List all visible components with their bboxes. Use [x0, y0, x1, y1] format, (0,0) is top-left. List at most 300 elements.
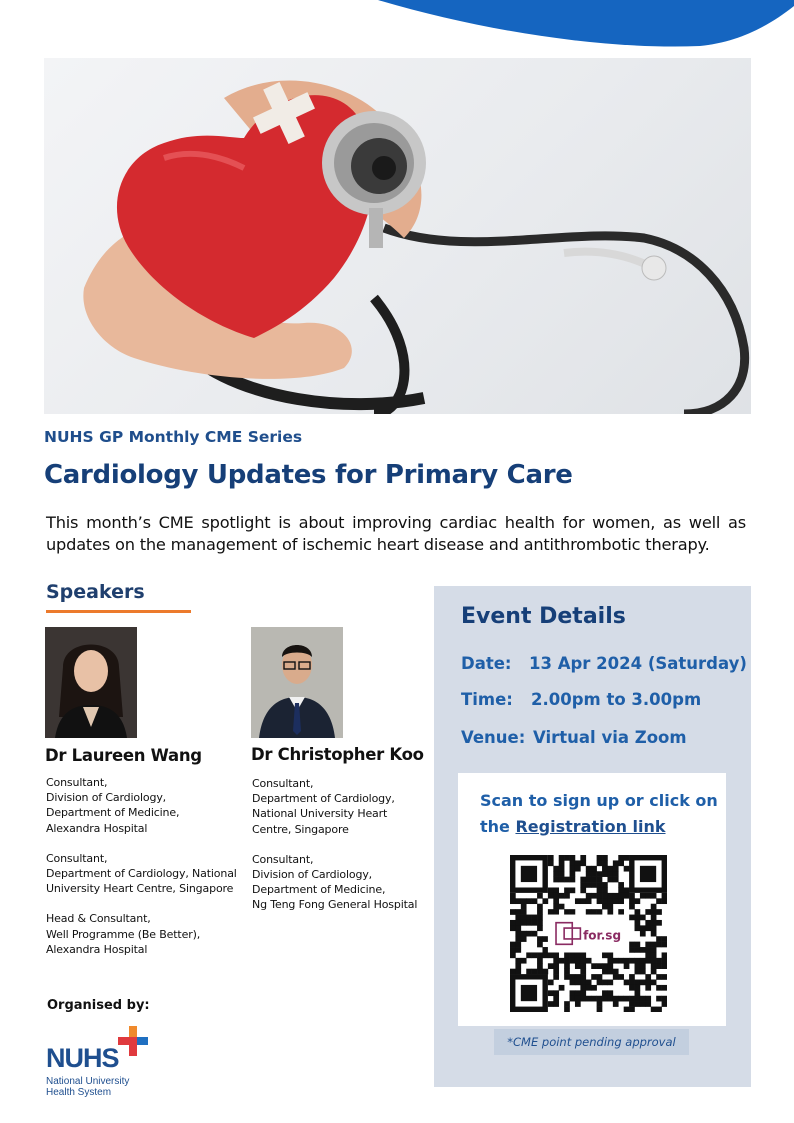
- qr-module: [651, 952, 657, 958]
- qr-module: [656, 920, 662, 926]
- qr-module: [526, 952, 532, 958]
- qr-module: [629, 958, 635, 964]
- qr-module: [607, 958, 613, 964]
- qr-module: [645, 985, 651, 991]
- qr-module: [602, 860, 608, 866]
- qr-module: [580, 898, 586, 904]
- qr-module: [607, 996, 613, 1002]
- qr-module: [635, 925, 641, 931]
- qr-module: [645, 920, 651, 926]
- speaker-name: Dr Christopher Koo: [251, 745, 424, 764]
- qr-module: [553, 969, 559, 975]
- qr-module: [580, 877, 586, 883]
- qr-module: [510, 952, 516, 958]
- qr-module: [564, 893, 570, 899]
- qr-module: [618, 996, 624, 1002]
- qr-finder: [640, 866, 656, 882]
- qr-module: [645, 980, 651, 986]
- qr-module: [553, 904, 559, 910]
- qr-module: [548, 990, 554, 996]
- qr-module: [656, 936, 662, 942]
- qr-module: [645, 996, 651, 1002]
- role-line: National University Heart: [252, 807, 388, 821]
- qr-module: [613, 996, 619, 1002]
- venue-value: Virtual via Zoom: [533, 728, 687, 747]
- qr-module: [629, 898, 635, 904]
- speaker-roles-laureen-wang: [46, 775, 246, 972]
- qr-module: [656, 909, 662, 915]
- qr-module: [635, 947, 641, 953]
- qr-module: [515, 925, 521, 931]
- qr-module: [526, 969, 532, 975]
- qr-module: [575, 980, 581, 986]
- qr-module: [564, 974, 570, 980]
- qr-module: [607, 909, 613, 915]
- qr-module: [640, 925, 646, 931]
- qr-module: [591, 882, 597, 888]
- qr-module: [559, 958, 565, 964]
- qr-module: [532, 920, 538, 926]
- qr-module: [570, 866, 576, 872]
- qr-module: [602, 990, 608, 996]
- qr-module: [602, 882, 608, 888]
- qr-module: [656, 1007, 662, 1012]
- event-title: Cardiology Updates for Primary Care: [44, 460, 573, 490]
- qr-module: [515, 915, 521, 921]
- qr-module: [651, 942, 657, 948]
- qr-module: [537, 925, 543, 931]
- role-block: [46, 911, 246, 957]
- qr-module: [613, 860, 619, 866]
- qr-module: [553, 909, 559, 915]
- qr-module: [597, 974, 603, 980]
- role-block: [252, 852, 432, 913]
- role-line: University Heart Centre, Singapore: [46, 882, 234, 896]
- qr-module: [640, 996, 646, 1002]
- qr-module: [586, 909, 592, 915]
- qr-module: [537, 969, 543, 975]
- qr-module: [580, 963, 586, 969]
- registration-instruction: [480, 788, 720, 840]
- qr-module: [580, 990, 586, 996]
- qr-module: [597, 996, 603, 1002]
- qr-module: [602, 996, 608, 1002]
- role-line: Well Programme (Be Better),: [46, 927, 201, 941]
- qr-module: [553, 893, 559, 899]
- registration-link[interactable]: Registration link: [515, 817, 666, 836]
- qr-module: [570, 996, 576, 1002]
- qr-module: [640, 1001, 646, 1007]
- qr-module: [580, 958, 586, 964]
- hero-image-heart-stethoscope: [44, 58, 751, 414]
- qr-module: [586, 980, 592, 986]
- qr-module: [580, 882, 586, 888]
- event-date: [461, 654, 747, 673]
- qr-module: [521, 958, 527, 964]
- qr-module: [618, 974, 624, 980]
- qr-module: [521, 909, 527, 915]
- qr-module: [635, 985, 641, 991]
- nuhs-logo: [46, 1026, 156, 1102]
- qr-module: [564, 877, 570, 883]
- role-line: Department of Cardiology, National: [46, 867, 237, 881]
- qr-module: [662, 942, 667, 948]
- qr-module: [607, 871, 613, 877]
- qr-module: [635, 963, 641, 969]
- qr-module: [656, 942, 662, 948]
- time-value: 2.00pm to 3.00pm: [531, 690, 702, 709]
- qr-module: [635, 980, 641, 986]
- qr-module: [597, 909, 603, 915]
- qr-module: [553, 871, 559, 877]
- qr-module: [640, 963, 646, 969]
- qr-module: [662, 974, 667, 980]
- qr-module: [635, 996, 641, 1002]
- qr-module: [613, 958, 619, 964]
- registration-qr-code[interactable]: [510, 855, 667, 1012]
- qr-module: [515, 942, 521, 948]
- qr-module: [629, 893, 635, 899]
- qr-module: [521, 936, 527, 942]
- qr-module: [656, 996, 662, 1002]
- qr-module: [580, 980, 586, 986]
- qr-module: [548, 887, 554, 893]
- role-line: Department of Medicine,: [252, 883, 386, 897]
- qr-module: [635, 969, 641, 975]
- qr-module: [645, 893, 651, 899]
- qr-module: [515, 969, 521, 975]
- qr-module: [656, 958, 662, 964]
- role-line: Ng Teng Fong General Hospital: [252, 898, 418, 912]
- qr-module: [597, 1007, 603, 1012]
- qr-module: [542, 947, 548, 953]
- qr-module: [515, 947, 521, 953]
- qr-module: [651, 909, 657, 915]
- qr-module: [559, 860, 565, 866]
- qr-module: [548, 860, 554, 866]
- qr-module: [570, 855, 576, 861]
- qr-module: [526, 920, 532, 926]
- qr-module: [564, 969, 570, 975]
- qr-module: [570, 974, 576, 980]
- qr-module: [570, 877, 576, 883]
- qr-module: [656, 974, 662, 980]
- qr-module: [597, 855, 603, 861]
- qr-module: [662, 898, 667, 904]
- qr-module: [570, 980, 576, 986]
- qr-module: [602, 969, 608, 975]
- qr-module: [602, 855, 608, 861]
- qr-module: [515, 958, 521, 964]
- qr-module: [570, 958, 576, 964]
- qr-module: [602, 904, 608, 910]
- qr-module: [586, 985, 592, 991]
- qr-module: [618, 887, 624, 893]
- qr-module: [662, 893, 667, 899]
- qr-module: [564, 952, 570, 958]
- qr-module: [618, 958, 624, 964]
- qr-module: [597, 893, 603, 899]
- qr-module: [624, 893, 630, 899]
- qr-module: [607, 952, 613, 958]
- qr-module: [629, 1001, 635, 1007]
- qr-module: [570, 860, 576, 866]
- role-block: [46, 775, 246, 836]
- qr-module: [580, 887, 586, 893]
- qr-module: [553, 952, 559, 958]
- qr-module: [618, 882, 624, 888]
- qr-module: [629, 947, 635, 953]
- qr-module: [629, 974, 635, 980]
- qr-module: [624, 958, 630, 964]
- qr-module: [602, 893, 608, 899]
- qr-module: [597, 980, 603, 986]
- qr-module: [548, 1001, 554, 1007]
- qr-module: [624, 866, 630, 872]
- qr-module: [629, 985, 635, 991]
- qr-module: [564, 909, 570, 915]
- qr-module: [591, 963, 597, 969]
- qr-module: [635, 942, 641, 948]
- date-value: 13 Apr 2024 (Saturday): [529, 654, 747, 673]
- qr-module: [618, 855, 624, 861]
- qr-module: [645, 958, 651, 964]
- qr-module: [564, 855, 570, 861]
- speakers-heading: Speakers: [46, 581, 145, 603]
- qr-module: [662, 963, 667, 969]
- qr-module: [651, 980, 657, 986]
- qr-module: [586, 898, 592, 904]
- nuhs-cross-icon: [118, 1026, 148, 1056]
- qr-module: [515, 909, 521, 915]
- qr-module: [656, 898, 662, 904]
- qr-module: [575, 958, 581, 964]
- qr-module: [635, 915, 641, 921]
- nuhs-logo-subtitle: National University Health System: [46, 1076, 130, 1098]
- qr-module: [537, 920, 543, 926]
- qr-module: [510, 893, 516, 899]
- qr-module: [542, 898, 548, 904]
- qr-module: [526, 898, 532, 904]
- qr-module: [575, 866, 581, 872]
- qr-module: [640, 980, 646, 986]
- qr-module: [553, 958, 559, 964]
- qr-module: [515, 936, 521, 942]
- qr-module: [532, 898, 538, 904]
- cme-pending-note: *CME point pending approval: [494, 1029, 689, 1055]
- qr-module: [580, 974, 586, 980]
- qr-module: [548, 963, 554, 969]
- qr-module: [586, 877, 592, 883]
- qr-module: [575, 974, 581, 980]
- qr-module: [629, 996, 635, 1002]
- qr-module: [613, 898, 619, 904]
- qr-module: [537, 893, 543, 899]
- qr-module: [580, 855, 586, 861]
- qr-module: [591, 985, 597, 991]
- qr-module: [580, 952, 586, 958]
- qr-module: [570, 952, 576, 958]
- qr-module: [607, 866, 613, 872]
- qr-module: [597, 882, 603, 888]
- qr-module: [510, 969, 516, 975]
- qr-module: [602, 866, 608, 872]
- qr-module: [597, 1001, 603, 1007]
- qr-module: [607, 990, 613, 996]
- qr-module: [651, 931, 657, 937]
- qr-module: [624, 996, 630, 1002]
- qr-module: [559, 893, 565, 899]
- qr-module: [553, 996, 559, 1002]
- qr-module: [564, 1007, 570, 1012]
- qr-module: [645, 974, 651, 980]
- qr-module: [526, 915, 532, 921]
- event-venue: [461, 728, 687, 747]
- qr-module: [510, 947, 516, 953]
- qr-module: [537, 958, 543, 964]
- role-line: Consultant,: [252, 852, 314, 866]
- qr-module: [613, 893, 619, 899]
- qr-module: [618, 898, 624, 904]
- qr-module: [597, 963, 603, 969]
- qr-module: [651, 920, 657, 926]
- event-details-heading: Event Details: [461, 604, 626, 629]
- qr-module: [570, 909, 576, 915]
- qr-module: [591, 996, 597, 1002]
- qr-module: [575, 860, 581, 866]
- qr-module: [624, 963, 630, 969]
- qr-module: [548, 980, 554, 986]
- qr-module: [537, 936, 543, 942]
- qr-module: [591, 893, 597, 899]
- qr-module: [607, 980, 613, 986]
- speaker-photo-laureen-wang: [45, 627, 137, 738]
- qr-module: [602, 871, 608, 877]
- qr-module: [635, 1001, 641, 1007]
- qr-module: [575, 963, 581, 969]
- qr-module: [553, 963, 559, 969]
- qr-module: [586, 958, 592, 964]
- qr-module: [521, 915, 527, 921]
- qr-module: [575, 996, 581, 1002]
- qr-module: [553, 887, 559, 893]
- qr-module: [515, 898, 521, 904]
- qr-module: [564, 963, 570, 969]
- series-label: NUHS GP Monthly CME Series: [44, 428, 303, 446]
- qr-module: [597, 898, 603, 904]
- qr-module: [532, 952, 538, 958]
- qr-module: [607, 898, 613, 904]
- qr-module: [575, 990, 581, 996]
- qr-module: [651, 969, 657, 975]
- qr-module: [629, 904, 635, 910]
- role-line: Department of Medicine,: [46, 806, 180, 820]
- qr-module: [651, 947, 657, 953]
- qr-module: [662, 985, 667, 991]
- qr-module: [662, 996, 667, 1002]
- qr-module: [607, 893, 613, 899]
- qr-module: [515, 920, 521, 926]
- qr-module: [613, 871, 619, 877]
- qr-module: [542, 952, 548, 958]
- qr-module: [645, 925, 651, 931]
- role-line: Centre, Singapore: [252, 822, 349, 836]
- qr-module: [635, 909, 641, 915]
- qr-module: [602, 952, 608, 958]
- qr-module: [656, 985, 662, 991]
- qr-module: [645, 909, 651, 915]
- qr-module: [597, 877, 603, 883]
- qr-module: [553, 974, 559, 980]
- qr-module: [575, 952, 581, 958]
- qr-module: [640, 915, 646, 921]
- role-line: Alexandra Hospital: [46, 821, 148, 835]
- qr-module: [532, 969, 538, 975]
- qr-module: [635, 898, 641, 904]
- role-block: [46, 851, 246, 897]
- qr-module: [586, 866, 592, 872]
- qr-module: [521, 904, 527, 910]
- qr-module: [532, 915, 538, 921]
- qr-module: [607, 877, 613, 883]
- qr-module: [645, 952, 651, 958]
- qr-module: [651, 915, 657, 921]
- qr-module: [542, 969, 548, 975]
- qr-module: [651, 893, 657, 899]
- qr-module: [624, 1007, 630, 1012]
- qr-module: [635, 920, 641, 926]
- qr-module: [602, 980, 608, 986]
- role-line: Consultant,: [46, 776, 108, 789]
- qr-module: [591, 877, 597, 883]
- qr-module: [559, 904, 565, 910]
- qr-module: [515, 963, 521, 969]
- qr-module: [564, 887, 570, 893]
- qr-module: [521, 931, 527, 937]
- qr-module: [662, 952, 667, 958]
- qr-module: [537, 963, 543, 969]
- qr-module: [575, 898, 581, 904]
- qr-module: [602, 887, 608, 893]
- qr-module: [640, 969, 646, 975]
- qr-module: [640, 893, 646, 899]
- role-line: Consultant,: [46, 851, 108, 865]
- qr-module: [651, 1007, 657, 1012]
- qr-module: [624, 980, 630, 986]
- qr-badge-text: for.sg: [583, 928, 622, 943]
- qr-module: [510, 920, 516, 926]
- qr-module: [618, 909, 624, 915]
- qr-module: [521, 898, 527, 904]
- qr-module: [635, 990, 641, 996]
- qr-module: [651, 958, 657, 964]
- speaker-photo-christopher-koo: [251, 627, 343, 738]
- header-wave-decoration: [0, 0, 794, 60]
- speaker-roles-christopher-koo: [252, 776, 432, 928]
- role-line: Department of Cardiology,: [252, 792, 395, 806]
- qr-module: [597, 860, 603, 866]
- qr-module: [564, 1001, 570, 1007]
- qr-module: [662, 958, 667, 964]
- qr-module: [613, 974, 619, 980]
- qr-module: [548, 855, 554, 861]
- qr-module: [624, 887, 630, 893]
- qr-module: [559, 985, 565, 991]
- role-line: Head & Consultant,: [46, 912, 151, 926]
- venue-label: Venue:: [461, 728, 526, 747]
- qr-module: [607, 969, 613, 975]
- date-label: Date:: [461, 654, 512, 673]
